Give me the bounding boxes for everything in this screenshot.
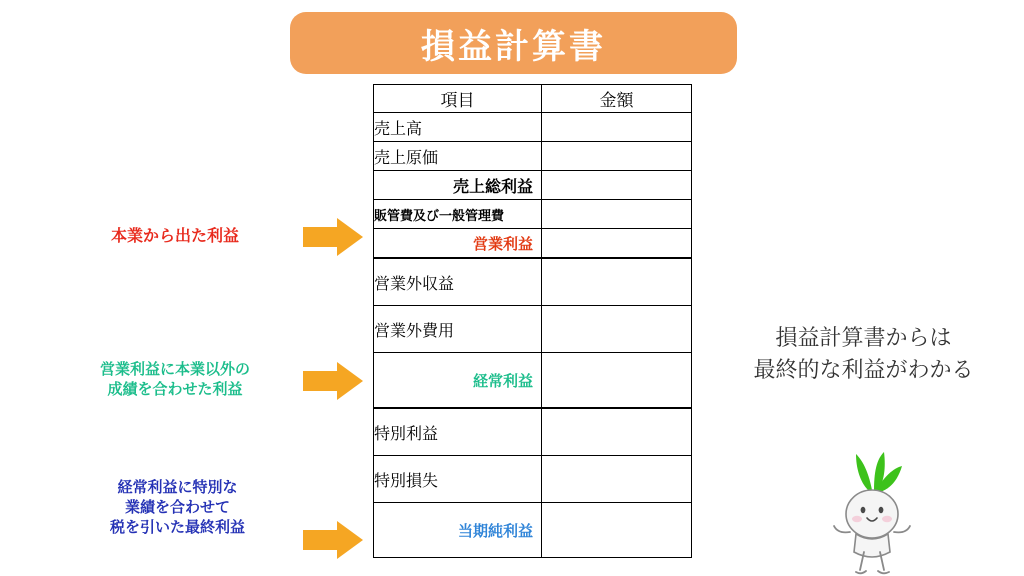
row-label-ordinary-profit: 経常利益: [374, 353, 542, 409]
table-row: [374, 456, 692, 503]
arrow-shaft: [303, 227, 339, 247]
arrow-head: [337, 521, 363, 559]
page-title: 損益計算書: [421, 27, 606, 66]
row-amount-non-operating-income: [542, 258, 692, 306]
side-note-line1: 損益計算書からは: [775, 325, 952, 350]
arrow-shaft: [303, 530, 339, 550]
row-amount-net-income: [542, 503, 692, 558]
table-row: [374, 142, 692, 171]
row-amount-gross-profit: [542, 171, 692, 200]
annotation-net-profit: [75, 478, 280, 537]
row-amount-sales: [542, 113, 692, 142]
row-amount-extraordinary-income: [542, 408, 692, 456]
arrow-right-icon: [303, 362, 363, 400]
table-row: [374, 171, 692, 200]
annotation-net-profit-line1: 経常利益に特別な: [117, 479, 238, 496]
table-row: [374, 229, 692, 259]
annotation-net-profit-line3: 税を引いた最終利益: [109, 518, 245, 536]
column-header-amount: 金額: [542, 85, 692, 113]
row-label-non-operating-income: 営業外収益: [374, 258, 542, 306]
annotation-net-profit-line2: 業績を合わせて: [124, 498, 230, 516]
table-row: [374, 353, 692, 409]
table-row: [374, 258, 692, 306]
table-header-row: [374, 85, 692, 113]
annotation-ordinary-profit-line1: 営業利益に本業以外の: [99, 361, 250, 378]
arrow-right-icon: [303, 521, 363, 559]
arrow-head: [337, 362, 363, 400]
table-row: [374, 306, 692, 353]
row-amount-extraordinary-loss: [542, 456, 692, 503]
row-amount-sga: [542, 200, 692, 229]
arrow-right-icon: [303, 218, 363, 256]
row-amount-operating-profit: [542, 229, 692, 259]
annotation-operating-profit: 本業から出た利益: [110, 228, 239, 245]
row-label-net-income: 当期純利益: [374, 503, 542, 558]
page-title-banner: [290, 12, 737, 74]
arrow-shaft: [303, 371, 339, 391]
side-note-line2: 最終的な利益がわかる: [753, 356, 974, 382]
row-label-sales: 売上高: [374, 113, 542, 142]
row-label-gross-profit: 売上総利益: [374, 171, 542, 200]
row-label-sga: 販管費及び一般管理費: [374, 200, 542, 229]
income-statement-table: [373, 84, 692, 558]
row-label-extraordinary-loss: 特別損失: [374, 456, 542, 503]
table-row: [374, 503, 692, 558]
column-header-item: 項目: [374, 85, 542, 113]
annotation-ordinary-profit: [55, 360, 295, 400]
row-amount-cogs: [542, 142, 692, 171]
row-label-operating-profit: 営業利益: [374, 229, 542, 259]
table-row: [374, 200, 692, 229]
row-amount-non-operating-expense: [542, 306, 692, 353]
row-label-extraordinary-income: 特別利益: [374, 408, 542, 456]
table-row: [374, 113, 692, 142]
arrow-head: [337, 218, 363, 256]
annotation-ordinary-profit-line2: 成績を合わせた利益: [107, 380, 243, 398]
row-label-non-operating-expense: 営業外費用: [374, 306, 542, 353]
table-row: [374, 408, 692, 456]
row-amount-ordinary-profit: [542, 353, 692, 409]
row-label-cogs: 売上原価: [374, 142, 542, 171]
sprout-mascot-icon: [812, 452, 932, 576]
side-note: [716, 322, 1011, 386]
